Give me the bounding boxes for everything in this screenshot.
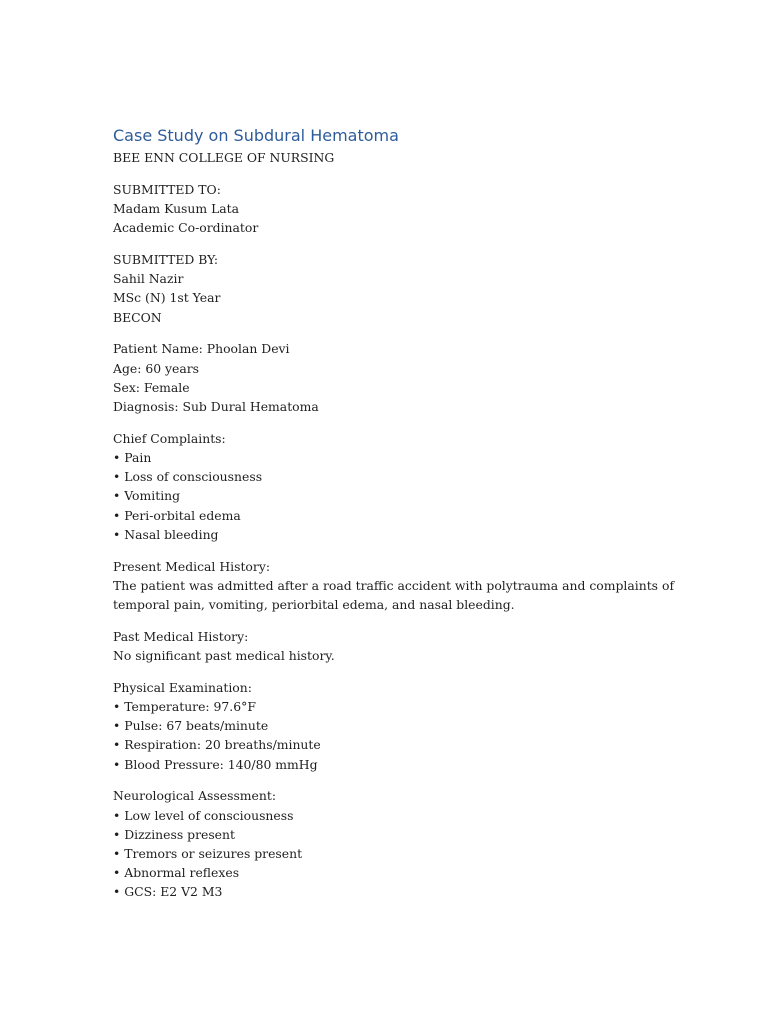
physical-exam-heading: Physical Examination:: [113, 679, 252, 695]
document-page: [113, 124, 673, 902]
submitted-by-institute: BECON: [113, 309, 162, 325]
submitted-by-section: [113, 250, 673, 327]
list-item: • Peri-orbital edema: [113, 506, 673, 525]
past-history-text: No significant past medical history.: [113, 648, 335, 664]
patient-diagnosis: Diagnosis: Sub Dural Hematoma: [113, 399, 319, 415]
list-item: • Temperature: 97.6°F: [113, 697, 673, 716]
list-item: • Tremors or seizures present: [113, 844, 673, 863]
list-item: • Pain: [113, 448, 673, 467]
submitted-to-name: Madam Kusum Lata: [113, 201, 240, 216]
patient-age: Age: 60 years: [113, 360, 200, 376]
list-item: • Abnormal reflexes: [113, 863, 673, 882]
past-history-heading: Past Medical History:: [113, 628, 249, 644]
present-history-section: [113, 557, 673, 615]
list-item: • Dizziness present: [113, 825, 673, 844]
submitted-to-section: [113, 180, 673, 238]
neuro-assessment-heading: Neurological Assessment:: [113, 788, 277, 804]
submitted-by-course: MSc (N) 1st Year: [113, 290, 221, 306]
list-item: • Pulse: 67 beats/minute: [113, 716, 673, 735]
chief-complaints-heading: Chief Complaints:: [113, 430, 226, 446]
present-history-text-line-2: temporal pain, vomiting, periorbital edema, and nasal bleeding.: [113, 597, 515, 613]
list-item: • Blood Pressure: 140/80 mmHg: [113, 755, 673, 774]
present-history-heading: Present Medical History:: [113, 558, 270, 574]
document-title: Case Study on Subdural Hematoma: [113, 126, 399, 145]
patient-info-section: [113, 339, 673, 416]
present-history-text-line-1: The patient was admitted after a road traffic accident with polytrauma and complaints of: [113, 577, 675, 593]
neuro-assessment-section: [113, 786, 673, 901]
submitted-to-heading: SUBMITTED TO:: [113, 181, 221, 197]
list-item: • Respiration: 20 breaths/minute: [113, 735, 673, 754]
submitted-to-role: Academic Co-ordinator: [113, 220, 259, 236]
physical-exam-section: [113, 678, 673, 774]
chief-complaints-section: [113, 429, 673, 544]
submitted-by-heading: SUBMITTED BY:: [113, 252, 219, 267]
college-name: BEE ENN COLLEGE OF NURSING: [113, 150, 335, 165]
submitted-by-name: Sahil Nazir: [113, 271, 184, 287]
list-item: • Low level of consciousness: [113, 806, 673, 825]
patient-sex: Sex: Female: [113, 379, 190, 395]
list-item: • GCS: E2 V2 M3: [113, 882, 673, 901]
patient-name: Patient Name: Phoolan Devi: [113, 341, 290, 357]
list-item: • Nasal bleeding: [113, 525, 673, 544]
list-item: • Vomiting: [113, 486, 673, 505]
list-item: • Loss of consciousness: [113, 467, 673, 486]
past-history-section: [113, 627, 673, 665]
